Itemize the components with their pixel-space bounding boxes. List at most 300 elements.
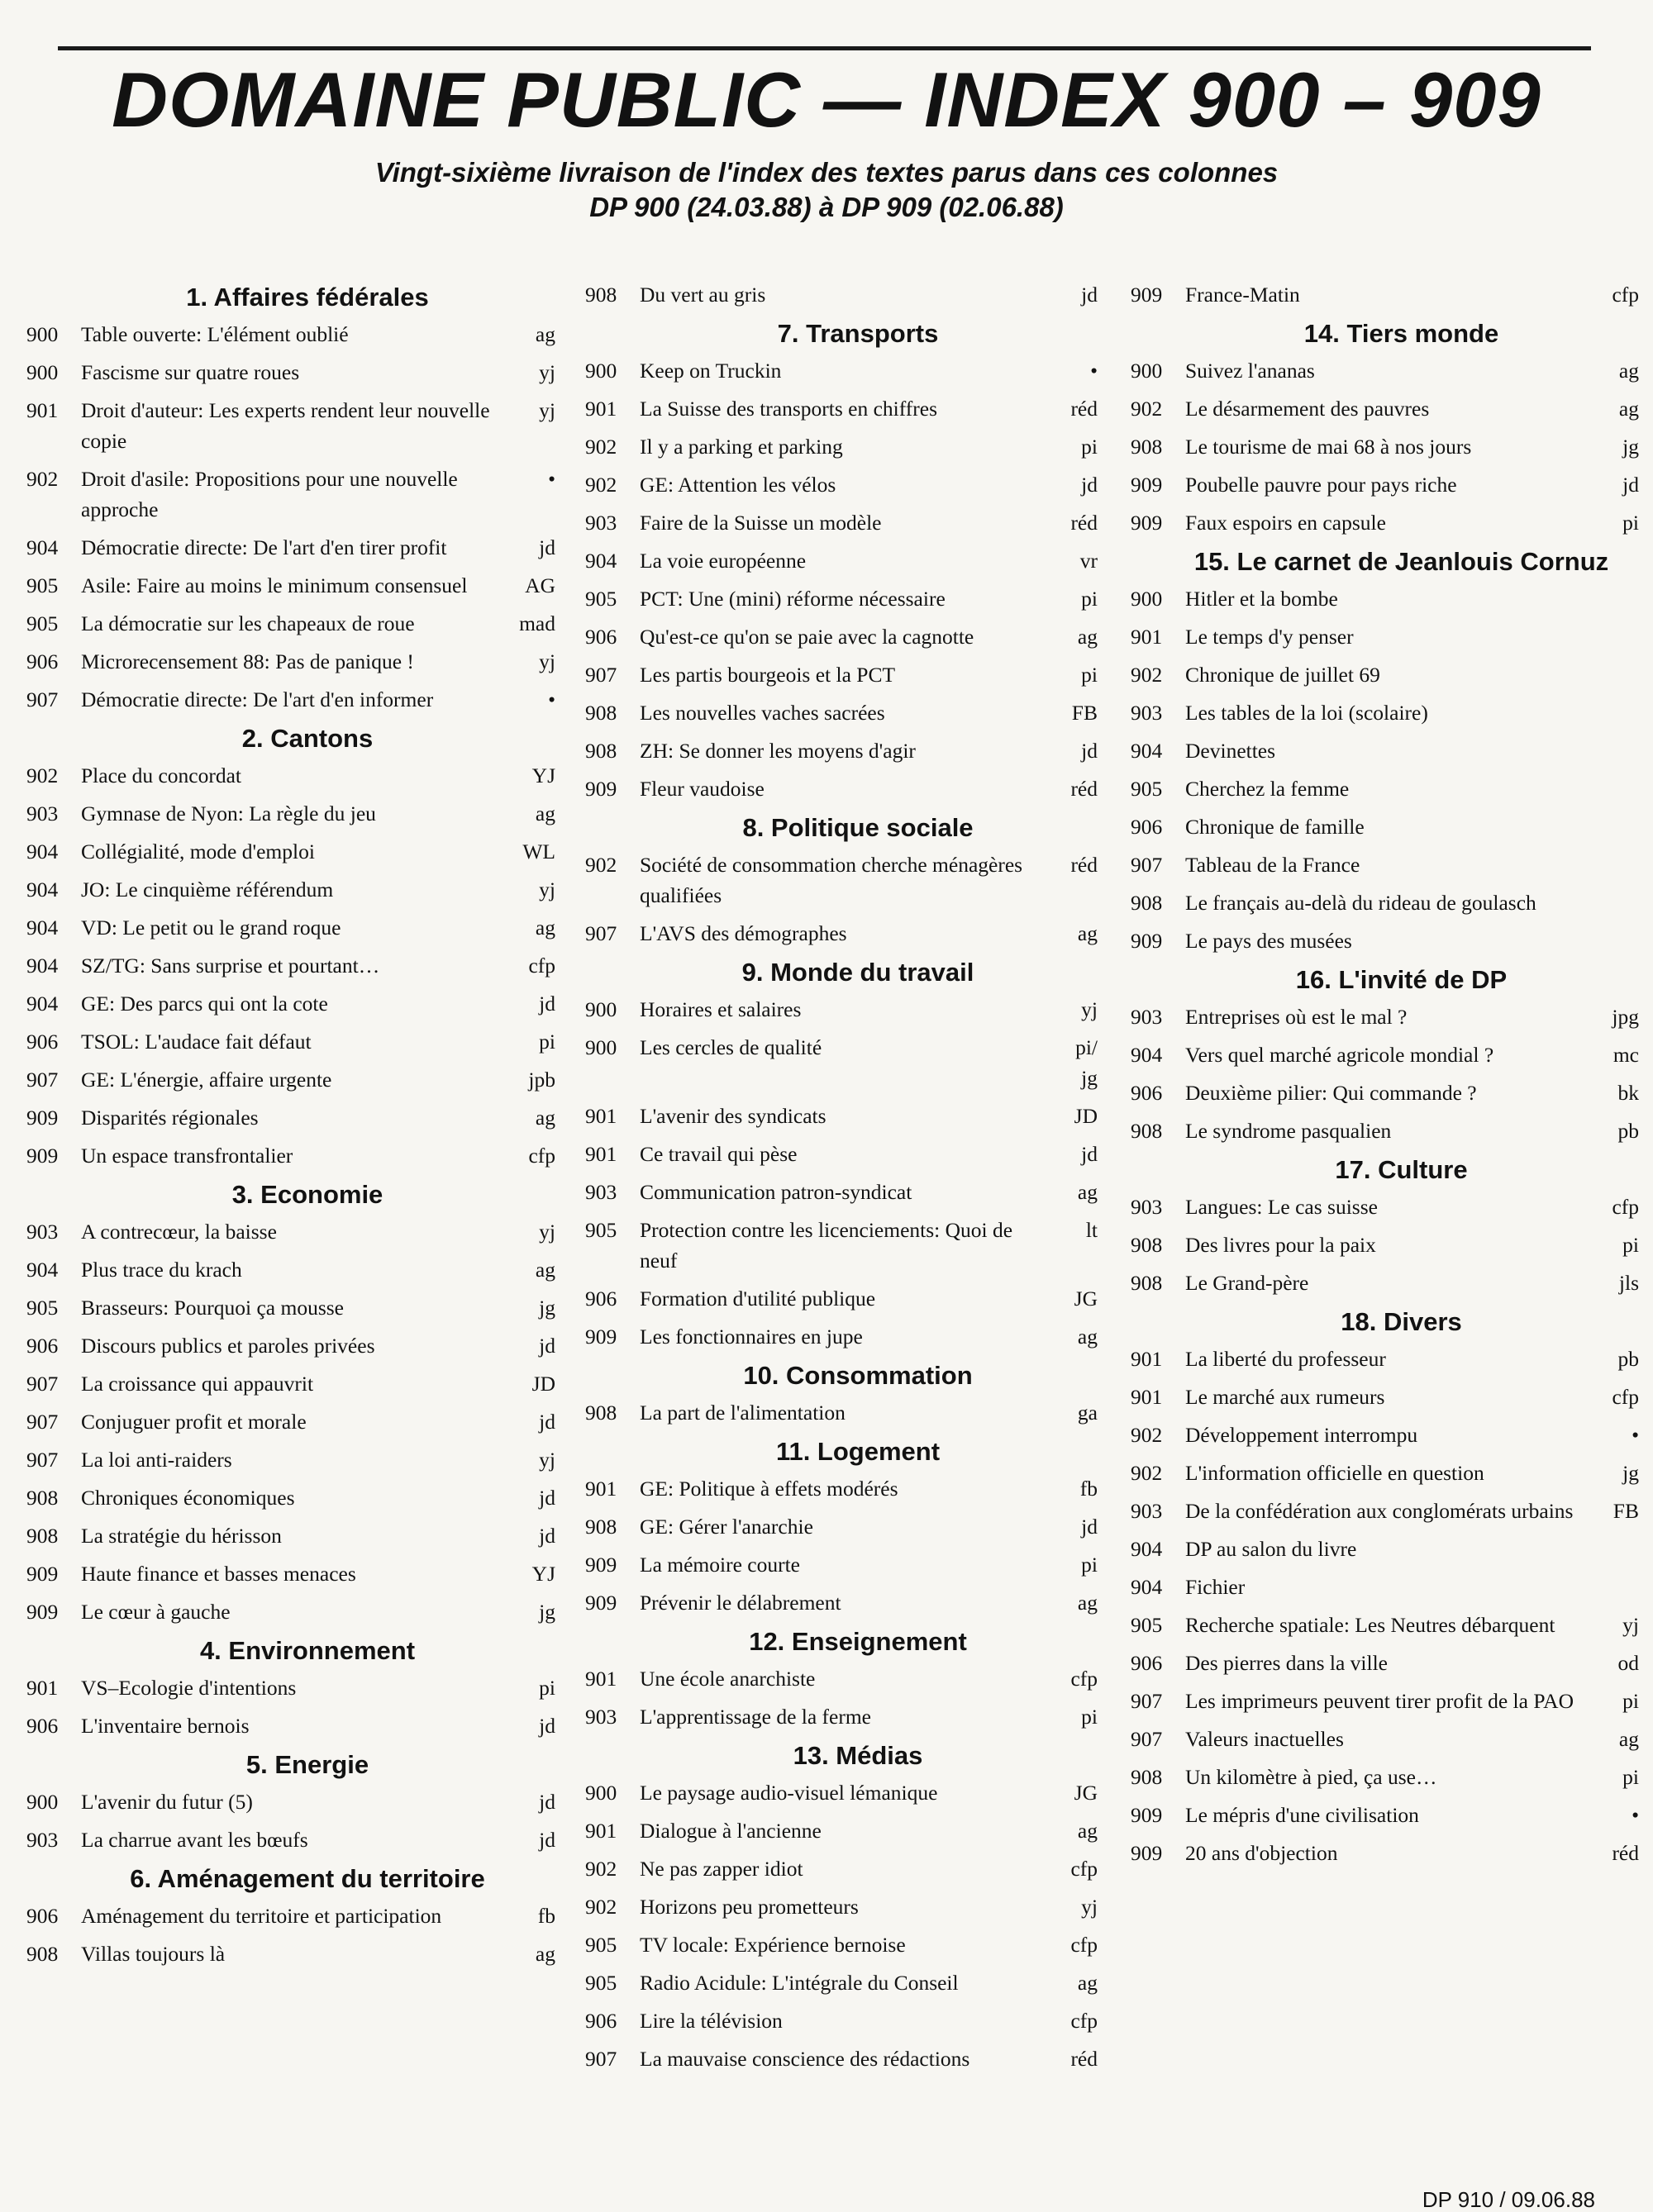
issue-number: 902 <box>1131 1423 1163 1447</box>
author-initials: pi <box>1622 1689 1639 1713</box>
author-initials: ag <box>1618 359 1639 383</box>
index-section <box>26 1178 555 1627</box>
section-title: 13. Médias <box>793 1741 923 1770</box>
index-section <box>585 317 1098 804</box>
index-entry <box>585 1215 1098 1276</box>
author-initials: vr <box>1079 549 1098 573</box>
index-column-3 <box>1131 279 1639 1876</box>
article-title: La charrue avant les bœufs <box>81 1828 308 1852</box>
issue-number: 901 <box>585 397 617 421</box>
issue-number: 909 <box>1131 511 1163 535</box>
author-initials: ag <box>535 916 555 940</box>
issue-number: 909 <box>1131 929 1163 953</box>
index-entry <box>585 507 1098 538</box>
index-entry <box>1131 621 1639 652</box>
article-title: L'inventaire bernois <box>81 1714 250 1738</box>
article-title: GE: Des parcs qui ont la cote <box>81 992 328 1016</box>
issue-number: 903 <box>585 1705 617 1729</box>
index-entry <box>26 1064 555 1095</box>
issue-number: 905 <box>585 1933 617 1957</box>
article-title: Brasseurs: Pourquoi ça mousse <box>81 1296 345 1320</box>
author-initials <box>1598 735 1639 766</box>
issue-number: 902 <box>1131 397 1163 421</box>
article-title: Disparités régionales <box>81 1106 259 1130</box>
article-title: Keep on Truckin <box>640 359 782 383</box>
author-initials: pi <box>1622 1233 1639 1257</box>
article-title: Droit d'asile: Propositions pour une nouvelle approche <box>81 467 458 521</box>
issue-number: 901 <box>26 1676 59 1700</box>
author-initials: YJ <box>531 763 555 787</box>
author-initials <box>1598 849 1639 880</box>
issue-footer: DP 910 / 09.06.88 <box>1422 2187 1595 2212</box>
subtitle-line-2: DP 900 (24.03.88) à DP 909 (02.06.88) <box>589 192 1064 222</box>
issue-number: 903 <box>26 802 59 825</box>
author-initials: réd <box>1070 853 1098 877</box>
issue-number: 906 <box>26 1030 59 1054</box>
issue-number: 908 <box>1131 1765 1163 1789</box>
article-title: Qu'est-ce qu'on se paie avec la cagnotte <box>640 625 974 649</box>
index-entry <box>585 393 1098 424</box>
article-title: Des livres pour la paix <box>1185 1233 1376 1257</box>
issue-number: 906 <box>26 1334 59 1358</box>
issue-number: 903 <box>1131 1499 1163 1523</box>
author-initials: jg <box>539 1600 555 1624</box>
author-initials: pi <box>1081 1553 1098 1577</box>
section-title: 16. L'invité de DP <box>1295 965 1508 994</box>
issue-number: 905 <box>26 573 59 597</box>
article-title: Les fonctionnaires en jupe <box>640 1325 863 1349</box>
author-initials: jls <box>1618 1271 1639 1295</box>
issue-number: 907 <box>585 921 617 945</box>
index-entry <box>26 1216 555 1247</box>
issue-number: 902 <box>585 435 617 459</box>
index-entry <box>26 874 555 905</box>
article-title: Asile: Faire au moins le minimum consensuel <box>81 573 468 597</box>
index-entry <box>585 1929 1098 1960</box>
article-title: L'apprentissage de la ferme <box>640 1705 872 1729</box>
issue-number: 907 <box>26 687 59 711</box>
article-title: La démocratie sur les chapeaux de roue <box>81 611 415 635</box>
article-title: La stratégie du hérisson <box>81 1524 282 1548</box>
article-title: Ce travail qui pèse <box>640 1142 798 1166</box>
issue-number: 908 <box>1131 1271 1163 1295</box>
article-title: Les cercles de qualité <box>640 1035 822 1059</box>
author-initials: ag <box>1618 397 1639 421</box>
author-initials: jpb <box>528 1068 555 1092</box>
article-title: Fleur vaudoise <box>640 777 765 801</box>
section-title: 3. Economie <box>231 1180 383 1209</box>
index-entry <box>585 697 1098 728</box>
index-entry <box>585 849 1098 911</box>
index-section <box>585 1435 1098 1618</box>
issue-number: 908 <box>26 1942 59 1966</box>
index-section <box>585 1625 1098 1732</box>
article-title: Tableau de la France <box>1185 853 1360 877</box>
issue-number: 904 <box>1131 739 1163 763</box>
article-title: Valeurs inactuelles <box>1185 1727 1344 1751</box>
author-initials: jd <box>539 1714 555 1738</box>
article-title: DP au salon du livre <box>1185 1537 1357 1561</box>
issue-number: 901 <box>585 1104 617 1128</box>
index-entry <box>585 1815 1098 1846</box>
index-entry <box>585 1397 1098 1428</box>
issue-number: 908 <box>585 1515 617 1539</box>
author-initials: pi/ jg <box>1075 1035 1098 1090</box>
article-title: L'avenir des syndicats <box>640 1104 826 1128</box>
section-title: 7. Transports <box>777 319 939 348</box>
issue-number: 903 <box>585 511 617 535</box>
issue-number: 908 <box>585 739 617 763</box>
article-title: Des pierres dans la ville <box>1185 1651 1389 1675</box>
index-entry <box>1131 925 1639 956</box>
index-entry <box>1131 469 1639 500</box>
index-entry <box>585 2043 1098 2074</box>
issue-number: 909 <box>26 1600 59 1624</box>
article-title: Aménagement du territoire et participation <box>81 1904 442 1928</box>
article-title: Le pays des musées <box>1185 929 1352 953</box>
index-entry <box>26 1368 555 1399</box>
issue-number: 903 <box>1131 1005 1163 1029</box>
index-entry <box>1131 1268 1639 1298</box>
article-title: La part de l'alimentation <box>640 1401 846 1425</box>
index-entry <box>585 773 1098 804</box>
article-title: Démocratie directe: De l'art d'en informer <box>81 687 434 711</box>
author-initials: ag <box>535 1106 555 1130</box>
author-initials: pb <box>1617 1347 1639 1371</box>
article-title: Discours publics et paroles privées <box>81 1334 375 1358</box>
author-initials: • <box>1090 359 1098 383</box>
index-entry <box>26 319 555 350</box>
index-entry <box>1131 659 1639 690</box>
author-initials: JG <box>1074 1781 1098 1805</box>
author-initials: yj <box>539 360 555 384</box>
article-title: Un kilomètre à pied, ça use… <box>1185 1765 1437 1789</box>
author-initials: jd <box>1622 473 1639 497</box>
author-initials: cfp <box>1070 1667 1098 1691</box>
index-entry <box>1131 1648 1639 1678</box>
author-initials: FB <box>1071 701 1098 725</box>
article-title: Poubelle pauvre pour pays riche <box>1185 473 1457 497</box>
index-entry <box>1131 1039 1639 1070</box>
issue-number: 904 <box>26 535 59 559</box>
author-initials: JD <box>1074 1104 1098 1128</box>
article-title: Le cœur à gauche <box>81 1600 231 1624</box>
section-title: 6. Aménagement du territoire <box>130 1864 485 1893</box>
index-entry <box>26 1824 555 1855</box>
article-title: Cherchez la femme <box>1185 777 1350 801</box>
index-entry <box>585 545 1098 576</box>
index-entry <box>1131 1496 1639 1526</box>
index-entry <box>26 1672 555 1703</box>
article-title: Horaires et salaires <box>640 997 802 1021</box>
index-entry <box>1131 773 1639 804</box>
author-initials: yj <box>1081 1895 1098 1919</box>
author-initials <box>1598 1572 1639 1602</box>
index-entry <box>1131 1762 1639 1792</box>
issue-number: 905 <box>26 1296 59 1320</box>
index-section <box>26 1748 555 1855</box>
author-initials: jg <box>1622 1461 1639 1485</box>
issue-number: 909 <box>585 1553 617 1577</box>
article-title: Vers quel marché agricole mondial ? <box>1185 1043 1494 1067</box>
index-section <box>1131 963 1639 1146</box>
issue-number: 907 <box>585 663 617 687</box>
section-title: 11. Logement <box>775 1437 941 1466</box>
index-column-2 <box>585 279 1098 2081</box>
author-initials: WL <box>522 840 555 863</box>
issue-number: 901 <box>26 398 59 422</box>
index-entry <box>585 1283 1098 1314</box>
index-entry <box>1131 1838 1639 1868</box>
issue-number: 908 <box>585 283 617 307</box>
author-initials: yj <box>539 649 555 673</box>
index-entry <box>585 583 1098 614</box>
index-entry <box>1131 1686 1639 1716</box>
index-entry <box>26 1900 555 1931</box>
issue-number: 901 <box>1131 1385 1163 1409</box>
index-entry <box>1131 1534 1639 1564</box>
author-initials: FB <box>1613 1499 1639 1523</box>
author-initials: mad <box>519 611 555 635</box>
author-initials: cfp <box>1612 1385 1639 1409</box>
issue-number: 903 <box>26 1828 59 1852</box>
index-entry <box>585 1587 1098 1618</box>
issue-number: 906 <box>1131 815 1163 839</box>
article-title: Le tourisme de mai 68 à nos jours <box>1185 435 1472 459</box>
author-initials: cfp <box>1612 283 1639 307</box>
author-initials: ag <box>1077 921 1098 945</box>
index-entry <box>1131 887 1639 918</box>
index-entry <box>26 1406 555 1437</box>
author-initials: pi <box>1081 435 1098 459</box>
section-title: 12. Enseignement <box>749 1627 967 1656</box>
index-entry <box>26 464 555 525</box>
author-initials: jd <box>539 535 555 559</box>
issue-number: 905 <box>1131 777 1163 801</box>
index-entry <box>26 950 555 981</box>
article-title: L'avenir du futur (5) <box>81 1790 253 1814</box>
issue-number: 900 <box>1131 359 1163 383</box>
index-entry <box>585 1701 1098 1732</box>
issue-number: 904 <box>1131 1537 1163 1561</box>
issue-number: 902 <box>585 853 617 877</box>
issue-number: 908 <box>585 701 617 725</box>
issue-number: 904 <box>585 549 617 573</box>
author-initials: • <box>548 467 555 491</box>
index-section <box>585 811 1098 949</box>
issue-number: 909 <box>585 1325 617 1349</box>
author-initials: YJ <box>531 1562 555 1586</box>
issue-number: 900 <box>1131 587 1163 611</box>
article-title: GE: Gérer l'anarchie <box>640 1515 813 1539</box>
index-entry <box>585 1891 1098 1922</box>
author-initials: fb <box>537 1904 555 1928</box>
index-entry <box>1131 1192 1639 1222</box>
author-initials: pi <box>1622 1765 1639 1789</box>
index-entry <box>1131 1077 1639 1108</box>
author-initials <box>1598 1534 1639 1564</box>
author-initials: jd <box>1081 739 1098 763</box>
issue-number: 908 <box>26 1486 59 1510</box>
author-initials: pi <box>1622 511 1639 535</box>
issue-number: 903 <box>26 1220 59 1244</box>
author-initials: yj <box>539 398 555 422</box>
index-entry <box>26 1330 555 1361</box>
author-initials: ag <box>535 802 555 825</box>
article-title: La mauvaise conscience des rédactions <box>640 2047 970 2071</box>
issue-number: 902 <box>26 763 59 787</box>
article-title: Microrecensement 88: Pas de panique ! <box>81 649 414 673</box>
author-initials: bk <box>1617 1081 1639 1105</box>
index-entry <box>26 684 555 715</box>
issue-number: 900 <box>585 359 617 383</box>
article-title: Suivez l'ananas <box>1185 359 1315 383</box>
index-entry <box>1131 1572 1639 1602</box>
issue-number: 908 <box>26 1524 59 1548</box>
issue-number: 901 <box>585 1667 617 1691</box>
index-entry <box>1131 1382 1639 1412</box>
author-initials: jd <box>539 1790 555 1814</box>
author-initials: cfp <box>1612 1195 1639 1219</box>
author-initials <box>1598 621 1639 652</box>
index-entry <box>1131 811 1639 842</box>
index-entry <box>1131 1610 1639 1640</box>
issue-number: 903 <box>585 1180 617 1204</box>
index-section <box>1131 317 1639 538</box>
index-entry <box>585 1473 1098 1504</box>
author-initials: réd <box>1070 2047 1098 2071</box>
article-title: GE: L'énergie, affaire urgente <box>81 1068 332 1092</box>
index-entry <box>26 646 555 677</box>
issue-number: 900 <box>26 360 59 384</box>
index-section <box>1131 1306 1639 1868</box>
index-entry <box>1131 1344 1639 1374</box>
issue-number: 901 <box>1131 625 1163 649</box>
index-entry <box>1131 735 1639 766</box>
author-initials: yj <box>1622 1613 1639 1637</box>
author-initials: ag <box>1077 1180 1098 1204</box>
article-title: TV locale: Expérience bernoise <box>640 1933 906 1957</box>
article-title: De la confédération aux conglomérats urbains <box>1185 1499 1574 1523</box>
article-title: SZ/TG: Sans surprise et pourtant… <box>81 954 380 978</box>
article-title: Hitler et la bombe <box>1185 587 1338 611</box>
author-initials: réd <box>1070 397 1098 421</box>
article-title: Dialogue à l'ancienne <box>640 1819 822 1843</box>
issue-number: 902 <box>26 467 59 491</box>
article-title: Une école anarchiste <box>640 1667 816 1691</box>
article-title: Faire de la Suisse un modèle <box>640 511 882 535</box>
article-title: Faux espoirs en capsule <box>1185 511 1386 535</box>
issue-number: 907 <box>26 1068 59 1092</box>
index-entry <box>1131 1230 1639 1260</box>
author-initials: jd <box>539 1334 555 1358</box>
article-title: Recherche spatiale: Les Neutres débarquent <box>1185 1613 1555 1637</box>
author-initials: cfp <box>528 1144 555 1168</box>
article-title: Chronique de famille <box>1185 815 1365 839</box>
index-entry <box>585 355 1098 386</box>
index-entry <box>1131 1116 1639 1146</box>
author-initials: • <box>1632 1423 1639 1447</box>
author-initials: mc <box>1613 1043 1639 1067</box>
author-initials: lt <box>1085 1218 1098 1242</box>
index-entry <box>1131 507 1639 538</box>
issue-number: 908 <box>1131 1233 1163 1257</box>
author-initials: jd <box>1081 473 1098 497</box>
index-entry <box>26 1520 555 1551</box>
index-section <box>1131 279 1639 310</box>
article-title: VS–Ecologie d'intentions <box>81 1676 297 1700</box>
article-title: Le Grand-père <box>1185 1271 1309 1295</box>
author-initials: ag <box>1077 1325 1098 1349</box>
issue-number: 909 <box>26 1562 59 1586</box>
article-title: Table ouverte: L'élément oublié <box>81 322 349 346</box>
author-initials <box>1598 887 1639 918</box>
issue-number: 904 <box>26 878 59 901</box>
issue-number: 900 <box>585 1781 617 1805</box>
issue-number: 904 <box>1131 1043 1163 1067</box>
author-initials <box>1598 583 1639 614</box>
author-initials: cfp <box>1070 1933 1098 1957</box>
article-title: Radio Acidule: L'intégrale du Conseil <box>640 1971 959 1995</box>
section-title: 10. Consommation <box>743 1361 973 1390</box>
author-initials <box>1598 925 1639 956</box>
article-title: Fichier <box>1185 1575 1246 1599</box>
index-section <box>585 956 1098 1352</box>
author-initials: AG <box>525 573 555 597</box>
author-initials: • <box>1632 1803 1639 1827</box>
section-title: 5. Energie <box>245 1750 369 1779</box>
issue-number: 908 <box>1131 435 1163 459</box>
issue-number: 909 <box>26 1106 59 1130</box>
article-title: Devinettes <box>1185 739 1276 763</box>
issue-number: 908 <box>1131 891 1163 915</box>
issue-number: 905 <box>585 587 617 611</box>
article-title: Les nouvelles vaches sacrées <box>640 701 885 725</box>
issue-number: 907 <box>1131 853 1163 877</box>
issue-number: 906 <box>585 1287 617 1311</box>
issue-number: 909 <box>1131 473 1163 497</box>
issue-number: 908 <box>585 1401 617 1425</box>
issue-number: 906 <box>585 625 617 649</box>
section-title: 17. Culture <box>1335 1155 1468 1184</box>
index-entry <box>1131 1420 1639 1450</box>
article-title: Villas toujours là <box>81 1942 226 1966</box>
index-entry <box>585 659 1098 690</box>
author-initials: JD <box>531 1372 555 1396</box>
article-title: Horizons peu prometteurs <box>640 1895 859 1919</box>
index-entry <box>26 532 555 563</box>
issue-number: 904 <box>26 840 59 863</box>
issue-number: 909 <box>585 777 617 801</box>
author-initials: ag <box>1077 625 1098 649</box>
issue-number: 902 <box>585 1857 617 1881</box>
section-title: 18. Divers <box>1341 1307 1462 1336</box>
issue-number: 909 <box>1131 283 1163 307</box>
index-entry <box>1131 355 1639 386</box>
author-initials: • <box>548 687 555 711</box>
index-entry <box>26 1102 555 1133</box>
index-entry <box>26 570 555 601</box>
article-title: Le paysage audio-visuel lémanique <box>640 1781 938 1805</box>
article-title: Lire la télévision <box>640 2009 783 2033</box>
issue-number: 905 <box>1131 1613 1163 1637</box>
issue-number: 907 <box>1131 1689 1163 1713</box>
article-title: A contrecœur, la baisse <box>81 1220 277 1244</box>
subtitle <box>0 155 1653 225</box>
section-title: 9. Monde du travail <box>741 958 974 987</box>
issue-number: 908 <box>1131 1119 1163 1143</box>
author-initials: yj <box>1081 997 1098 1021</box>
